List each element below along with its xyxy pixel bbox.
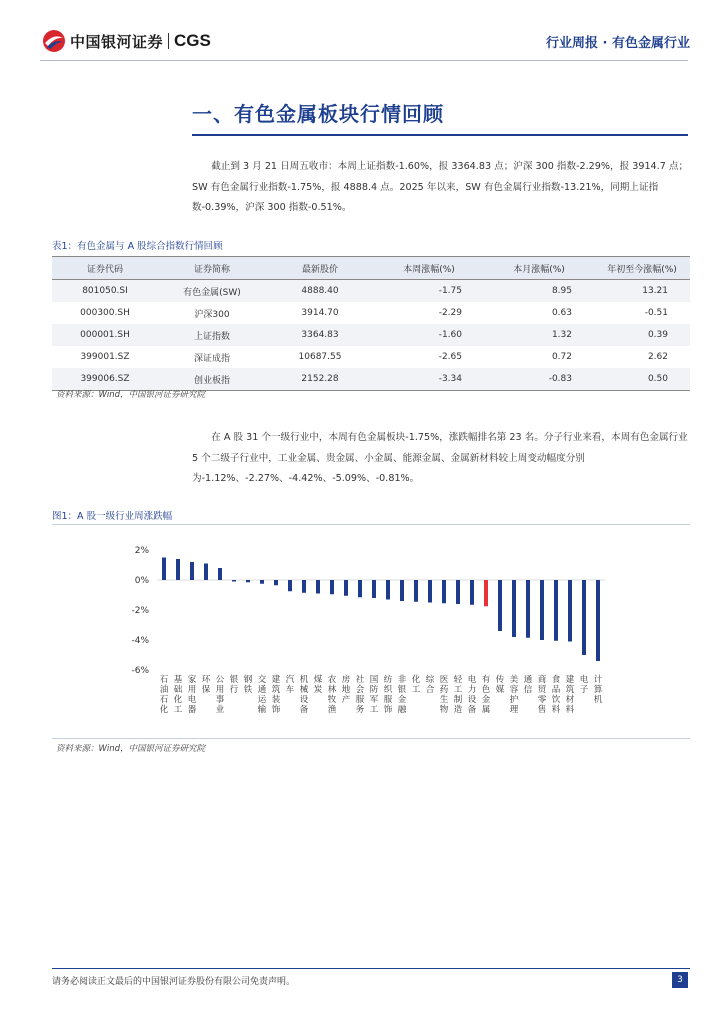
- cell-week: -1.75: [374, 280, 484, 303]
- table-row: [52, 302, 690, 324]
- bar-23: [484, 580, 488, 606]
- bar-19: [428, 580, 432, 603]
- bar-9: [288, 580, 292, 591]
- cell-price: 4888.40: [266, 280, 374, 303]
- figure-bottom-divider: [52, 738, 690, 739]
- bar-1: [176, 559, 180, 580]
- bar-24: [498, 580, 502, 631]
- cell-week: -2.29: [438, 308, 462, 318]
- bar-25: [512, 580, 516, 637]
- x-category-label: 石油石化: [159, 675, 169, 715]
- x-category-label: 交通运输: [257, 675, 267, 715]
- bar-15: [372, 580, 376, 598]
- cell-month: 8.95: [484, 280, 594, 303]
- x-category-label: 化工: [411, 675, 421, 695]
- cell-ytd: -0.51: [644, 308, 668, 318]
- x-category-label: 基础化工: [173, 675, 183, 715]
- x-category-label: 房地产: [341, 675, 351, 705]
- bar-6: [246, 580, 250, 582]
- bar-28: [554, 580, 558, 641]
- report-type: 行业周报 · 有色金属行业: [546, 36, 690, 51]
- x-category-label: 银行: [229, 675, 239, 695]
- cell-price: 3364.83: [266, 324, 374, 346]
- x-category-label: 公用事业: [215, 675, 225, 715]
- logo-divider: [168, 33, 169, 49]
- cell-ytd: 0.39: [594, 324, 690, 346]
- cell-month: 0.72: [551, 352, 572, 362]
- y-tick-label: 2%: [134, 546, 149, 556]
- bar-11: [316, 580, 320, 594]
- x-category-label: 非银金融: [397, 675, 407, 715]
- bar-8: [274, 580, 278, 585]
- bar-21: [456, 580, 460, 604]
- x-category-label: 美容护理: [509, 675, 519, 715]
- x-category-label: 商贸零售: [537, 675, 547, 715]
- x-category-label: 电子: [579, 675, 589, 695]
- galaxy-logo-icon: [42, 29, 66, 53]
- cell-price: 3914.70: [301, 308, 339, 318]
- col-header-month-change: 本月涨幅(%): [484, 257, 594, 280]
- y-tick-label: 0%: [134, 576, 149, 586]
- x-category-label: 医药生物: [439, 675, 449, 715]
- company-logo: [42, 28, 211, 54]
- x-category-label: 社会服务: [355, 675, 365, 715]
- figure-source-note: 资料来源：Wind，中国银河证券研究院: [56, 744, 206, 754]
- bar-20: [442, 580, 446, 603]
- section-divider: [192, 134, 688, 136]
- cell-ytd: 2.62: [647, 352, 668, 362]
- bar-7: [260, 580, 264, 584]
- logo-text-en: CGS: [174, 31, 211, 50]
- bar-13: [344, 580, 348, 596]
- footer-divider: [52, 968, 690, 969]
- bar-26: [526, 580, 530, 638]
- x-category-label: 综合: [425, 675, 435, 695]
- cell-month: 1.32: [484, 324, 594, 346]
- y-tick-label: -4%: [131, 636, 149, 646]
- bar-30: [582, 580, 586, 655]
- table-row: [52, 324, 690, 346]
- cell-price: 2152.28: [266, 368, 374, 391]
- cell-name: 深证成指: [193, 353, 230, 364]
- x-category-label: 有色金属: [481, 675, 491, 715]
- x-category-label: 建筑装饰: [271, 675, 281, 715]
- x-category-label: 食品饮料: [551, 675, 561, 715]
- bar-4: [218, 568, 222, 580]
- x-category-label: 传媒: [495, 675, 505, 695]
- cell-code: 801050.SI: [52, 280, 158, 303]
- x-category-label: 机械设备: [299, 675, 309, 715]
- cell-name: 创业板指: [158, 368, 266, 391]
- bar-16: [386, 580, 390, 600]
- cell-month: 0.63: [551, 308, 572, 318]
- section-title: 一、有色金属板块行情回顾: [192, 102, 444, 126]
- cell-name: 有色金属(SW): [158, 280, 266, 303]
- page-number: 3: [672, 972, 688, 988]
- col-header-ytd-change: 年初至今涨幅(%): [594, 257, 690, 280]
- x-category-label: 纺织服饰: [383, 675, 393, 715]
- cell-month: -0.83: [484, 368, 594, 391]
- y-tick-label: -6%: [131, 666, 149, 676]
- cell-price: 10687.55: [298, 352, 342, 362]
- x-category-label: 计算机: [593, 675, 603, 705]
- x-category-label: 国防军工: [369, 675, 379, 715]
- cell-week: -2.65: [438, 352, 462, 362]
- bar-18: [414, 580, 418, 602]
- bar-22: [470, 580, 474, 605]
- col-header-code: 证券代码: [52, 257, 158, 280]
- col-header-week-change: 本周涨幅(%): [374, 257, 484, 280]
- cell-ytd: 0.50: [594, 368, 690, 391]
- x-category-label: 农林牧渔: [327, 675, 337, 715]
- x-category-label: 电力设备: [467, 675, 477, 715]
- cell-ytd: 13.21: [594, 280, 690, 303]
- x-category-label: 建筑材料: [565, 675, 575, 715]
- industry-weekly-change-chart: [52, 530, 690, 735]
- table-title: 表1：有色金属与 A 股综合指数行情回顾: [52, 241, 223, 252]
- figure-top-divider: [52, 524, 690, 525]
- cell-week: -1.60: [374, 324, 484, 346]
- industry-ranking-paragraph: 在 A 股 31 个一级行业中，本周有色金属板块-1.75%，涨跌幅排名第 23 名。分子行业来看，本周有色金属行业 5 个二级子行业中，工业金属、贵金属、小金属、能源金属、金属新材料较上周变动幅度分别为-1.12%、-2.27%、-4.42%、-5.09%、-0.81%。: [192, 432, 688, 484]
- bar-2: [190, 562, 194, 580]
- col-header-name: 证券简称: [158, 257, 266, 280]
- bar-5: [232, 580, 236, 582]
- cell-code: 399006.SZ: [52, 368, 158, 391]
- table-source-note: 资料来源：Wind，中国银河证券研究院: [56, 390, 206, 400]
- bar-17: [400, 580, 404, 601]
- table-row: [52, 346, 690, 368]
- header-divider: [40, 60, 688, 61]
- x-category-label: 环保: [201, 675, 211, 695]
- table-row: [52, 280, 690, 303]
- bar-31: [596, 580, 600, 661]
- logo-text-cn: 中国银河证券: [70, 32, 164, 51]
- cell-name: 沪深300: [194, 309, 230, 320]
- table-header-row: [52, 257, 690, 280]
- cell-week: -3.34: [374, 368, 484, 391]
- y-tick-label: -2%: [131, 606, 149, 616]
- bar-27: [540, 580, 544, 640]
- x-category-label: 煤炭: [313, 675, 323, 695]
- footer-disclaimer: 请务必阅读正文最后的中国银河证券股份有限公司免责声明。: [52, 977, 296, 987]
- bar-29: [568, 580, 572, 642]
- figure-title: 图1：A 股一级行业周涨跌幅: [52, 511, 173, 522]
- bar-3: [204, 564, 208, 581]
- index-performance-table: [52, 256, 690, 391]
- cell-code: 000001.SH: [52, 324, 158, 346]
- col-header-price: 最新股价: [266, 257, 374, 280]
- bar-0: [162, 558, 166, 581]
- cell-name: 上证指数: [158, 324, 266, 346]
- cell-code: 399001.SZ: [80, 352, 130, 362]
- market-summary-paragraph: 截止到 3 月 21 日周五收市：本周上证指数-1.60%，报 3364.83 点；沪深 300 指数-2.29%，报 3914.7 点；SW 有色金属行业指数-1.75%，报 4888.4 点。2025 年以来，SW 有色金属行业指数-13.21%，同期上证指数-0.39%，沪深 300 指数-0.51%。: [192, 161, 689, 213]
- bar-12: [330, 580, 334, 594]
- x-category-label: 钢铁: [243, 675, 253, 695]
- bar-10: [302, 580, 306, 593]
- x-category-label: 轻工制造: [453, 675, 463, 715]
- x-category-label: 家用电器: [187, 675, 197, 715]
- bar-14: [358, 580, 362, 597]
- x-category-label: 通信: [523, 675, 533, 695]
- x-category-label: 汽车: [285, 675, 295, 695]
- cell-code: 000300.SH: [80, 308, 130, 318]
